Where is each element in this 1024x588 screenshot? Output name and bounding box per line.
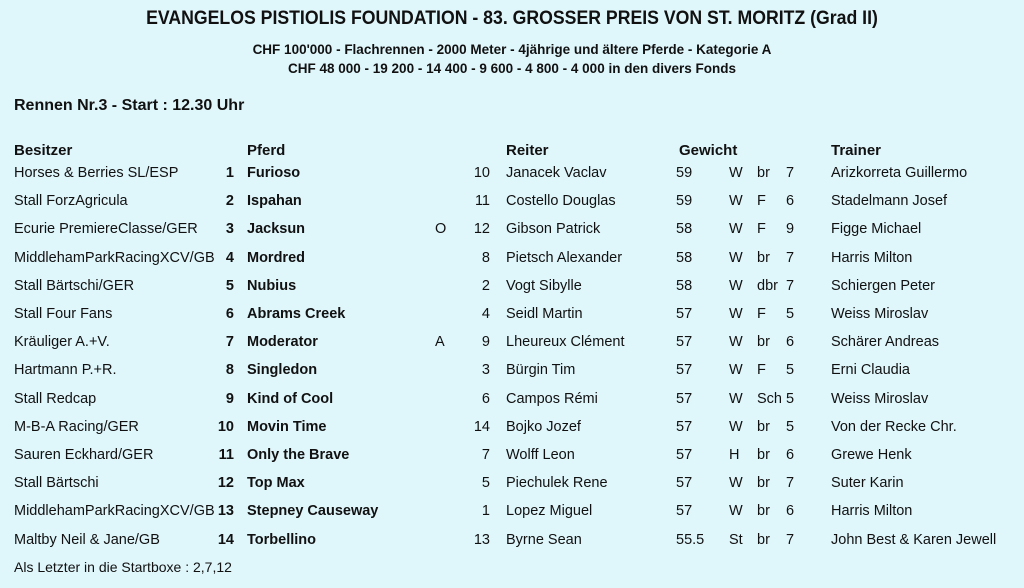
age-cell: 9: [786, 221, 795, 238]
sex-cell: W: [729, 475, 743, 492]
color-cell: br: [757, 475, 770, 492]
age-cell: 5: [786, 306, 795, 322]
start-number-cell: 10: [217, 418, 234, 435]
rider-cell: Bojko Jozef: [506, 418, 581, 435]
weight-cell: 59: [676, 193, 693, 210]
color-cell: Sch: [757, 390, 782, 407]
sex-cell: H: [729, 447, 740, 463]
color-cell: F: [757, 362, 766, 379]
start-number-cell: 12: [217, 475, 234, 492]
owner-cell: MiddlehamParkRacingXCV/GB: [14, 249, 215, 266]
trainer-cell: Schärer Andreas: [831, 334, 940, 351]
start-number-cell: 6: [225, 306, 234, 322]
horse-cell: Only the Brave: [247, 447, 350, 463]
horse-cell: Furioso: [247, 165, 301, 181]
age-cell: 6: [786, 447, 795, 463]
sex-cell: W: [729, 390, 743, 407]
box-number-cell: 4: [481, 306, 490, 322]
table-row: [0, 475, 1024, 497]
table-row: [0, 193, 1024, 215]
color-cell: dbr: [757, 277, 778, 294]
age-cell: 7: [786, 165, 795, 181]
rider-cell: Pietsch Alexander: [506, 249, 623, 266]
color-cell: br: [757, 447, 770, 463]
sex-cell: W: [729, 277, 743, 294]
rider-cell: Vogt Sibylle: [506, 277, 582, 294]
rider-cell: Seidl Martin: [506, 306, 583, 322]
header-weight: Gewicht: [679, 142, 738, 159]
start-number-cell: 2: [225, 193, 234, 210]
age-cell: 7: [786, 249, 795, 266]
subtitle-conditions: CHF 100'000 - Flachrennen - 2000 Meter - 4jährige und ältere Pferde - Kategorie A: [252, 42, 772, 57]
trainer-cell: Figge Michael: [831, 221, 922, 238]
owner-cell: Hartmann P.+R.: [14, 362, 117, 379]
weight-cell: 57: [676, 475, 693, 492]
horse-cell: Movin Time: [247, 418, 327, 435]
box-number-cell: 12: [473, 221, 490, 238]
box-number-cell: 7: [481, 447, 490, 463]
horse-cell: Nubius: [247, 277, 297, 294]
weight-cell: 57: [676, 503, 693, 520]
box-number-cell: 1: [481, 503, 490, 520]
equipment-mark-cell: A: [435, 334, 445, 351]
owner-cell: Stall Bärtschi: [14, 475, 99, 492]
owner-cell: Ecurie PremiereClasse/GER: [14, 221, 198, 238]
trainer-cell: Von der Recke Chr.: [831, 418, 957, 435]
box-number-cell: 6: [481, 390, 490, 407]
header-trainer: Trainer: [831, 142, 882, 159]
trainer-cell: Weiss Miroslav: [831, 306, 929, 322]
weight-cell: 57: [676, 362, 693, 379]
age-cell: 5: [786, 418, 795, 435]
trainer-cell: Harris Milton: [831, 503, 913, 520]
horse-cell: Torbellino: [247, 531, 317, 548]
horse-cell: Moderator: [247, 334, 318, 351]
table-row: [0, 334, 1024, 356]
race-info: Rennen Nr.3 - Start : 12.30 Uhr: [14, 97, 245, 114]
age-cell: 5: [786, 362, 795, 379]
color-cell: br: [757, 334, 770, 351]
subtitle-prize-money: CHF 48 000 - 19 200 - 14 400 - 9 600 - 4 800 - 4 000 in den divers Fonds: [288, 61, 736, 76]
horse-cell: Singledon: [247, 362, 318, 379]
sex-cell: W: [729, 334, 743, 351]
start-number-cell: 3: [225, 221, 234, 238]
rider-cell: Wolff Leon: [506, 447, 575, 463]
table-row: [0, 447, 1024, 469]
start-number-cell: 5: [225, 277, 234, 294]
owner-cell: Stall Bärtschi/GER: [14, 277, 135, 294]
table-row: [0, 278, 1024, 300]
table-row: [0, 503, 1024, 525]
rider-cell: Lopez Miguel: [506, 503, 593, 520]
table-row: [0, 306, 1024, 328]
start-number-cell: 8: [225, 362, 234, 379]
box-number-cell: 3: [481, 362, 490, 379]
sex-cell: W: [729, 362, 743, 379]
box-number-cell: 13: [473, 531, 490, 548]
owner-cell: Horses & Berries SL/ESP: [14, 165, 179, 181]
age-cell: 6: [786, 503, 795, 520]
trainer-cell: John Best & Karen Jewell: [831, 531, 997, 548]
trainer-cell: Harris Milton: [831, 249, 913, 266]
box-number-cell: 2: [481, 277, 490, 294]
color-cell: F: [757, 193, 766, 210]
box-number-cell: 8: [481, 249, 490, 266]
color-cell: F: [757, 306, 766, 322]
weight-cell: 57: [676, 418, 693, 435]
table-row: [0, 391, 1024, 413]
footnote: Als Letzter in die Startboxe : 2,7,12: [14, 559, 232, 575]
trainer-cell: Erni Claudia: [831, 362, 910, 379]
rider-cell: Byrne Sean: [506, 531, 582, 548]
age-cell: 6: [786, 334, 795, 351]
owner-cell: Stall Four Fans: [14, 306, 113, 322]
weight-cell: 55.5: [676, 531, 705, 548]
owner-cell: Stall ForzAgricula: [14, 193, 128, 210]
rider-cell: Costello Douglas: [506, 193, 616, 210]
age-cell: 7: [786, 531, 795, 548]
weight-cell: 57: [676, 306, 693, 322]
horse-cell: Abrams Creek: [247, 306, 346, 322]
sex-cell: St: [729, 531, 743, 548]
color-cell: br: [757, 418, 770, 435]
horse-cell: Top Max: [247, 475, 305, 492]
header-owner: Besitzer: [14, 142, 73, 159]
age-cell: 6: [786, 193, 795, 210]
rider-cell: Janacek Vaclav: [506, 165, 607, 181]
rider-cell: Bürgin Tim: [506, 362, 576, 379]
start-number-cell: 13: [217, 503, 234, 520]
sex-cell: W: [729, 306, 743, 322]
owner-cell: Maltby Neil & Jane/GB: [14, 531, 160, 548]
header-rider: Reiter: [506, 142, 549, 159]
trainer-cell: Grewe Henk: [831, 447, 912, 463]
age-cell: 7: [786, 277, 795, 294]
color-cell: br: [757, 249, 770, 266]
weight-cell: 59: [676, 165, 693, 181]
table-row: [0, 250, 1024, 272]
age-cell: 7: [786, 475, 795, 492]
weight-cell: 58: [676, 249, 693, 266]
box-number-cell: 10: [473, 165, 490, 181]
horse-cell: Kind of Cool: [247, 390, 334, 407]
box-number-cell: 14: [473, 418, 490, 435]
start-number-cell: 9: [225, 390, 234, 407]
start-number-cell: 11: [218, 447, 234, 463]
start-number-cell: 1: [225, 165, 234, 181]
horse-cell: Stepney Causeway: [247, 503, 379, 520]
sex-cell: W: [729, 193, 743, 210]
color-cell: F: [757, 221, 766, 238]
table-row: [0, 362, 1024, 384]
start-number-cell: 4: [225, 249, 234, 266]
horse-cell: Jacksun: [247, 221, 306, 238]
sex-cell: W: [729, 249, 743, 266]
owner-cell: MiddlehamParkRacingXCV/GB: [14, 503, 215, 520]
color-cell: br: [757, 503, 770, 520]
weight-cell: 58: [676, 221, 693, 238]
trainer-cell: Weiss Miroslav: [831, 390, 929, 407]
table-row: [0, 221, 1024, 243]
trainer-cell: Arizkorreta Guillermo: [831, 165, 968, 181]
weight-cell: 57: [676, 390, 693, 407]
sex-cell: W: [729, 503, 743, 520]
rider-cell: Gibson Patrick: [506, 221, 601, 238]
owner-cell: Sauren Eckhard/GER: [14, 447, 154, 463]
rider-cell: Campos Rémi: [506, 390, 598, 407]
header-horse: Pferd: [247, 142, 286, 159]
color-cell: br: [757, 165, 770, 181]
trainer-cell: Schiergen Peter: [831, 277, 935, 294]
table-row: [0, 165, 1024, 187]
weight-cell: 58: [676, 277, 693, 294]
trainer-cell: Suter Karin: [831, 475, 904, 492]
weight-cell: 57: [676, 334, 693, 351]
sex-cell: W: [729, 418, 743, 435]
box-number-cell: 11: [474, 193, 490, 210]
table-row: [0, 419, 1024, 441]
equipment-mark-cell: O: [435, 221, 447, 238]
color-cell: br: [757, 531, 770, 548]
start-number-cell: 14: [217, 531, 234, 548]
owner-cell: Kräuliger A.+V.: [14, 334, 110, 351]
owner-cell: Stall Redcap: [14, 390, 97, 407]
rider-cell: Piechulek Rene: [506, 475, 608, 492]
owner-cell: M-B-A Racing/GER: [14, 418, 139, 435]
sex-cell: W: [729, 165, 743, 181]
trainer-cell: Stadelmann Josef: [831, 193, 948, 210]
box-number-cell: 5: [481, 475, 490, 492]
table-row: [0, 532, 1024, 554]
age-cell: 5: [786, 390, 795, 407]
weight-cell: 57: [676, 447, 693, 463]
box-number-cell: 9: [481, 334, 490, 351]
start-number-cell: 7: [225, 334, 234, 351]
horse-cell: Mordred: [247, 249, 305, 266]
sex-cell: W: [729, 221, 743, 238]
document-title: EVANGELOS PISTIOLIS FOUNDATION - 83. GROSSER PREIS VON ST. MORITZ (Grad II): [146, 8, 878, 29]
rider-cell: Lheureux Clément: [506, 334, 625, 351]
horse-cell: Ispahan: [247, 193, 302, 210]
